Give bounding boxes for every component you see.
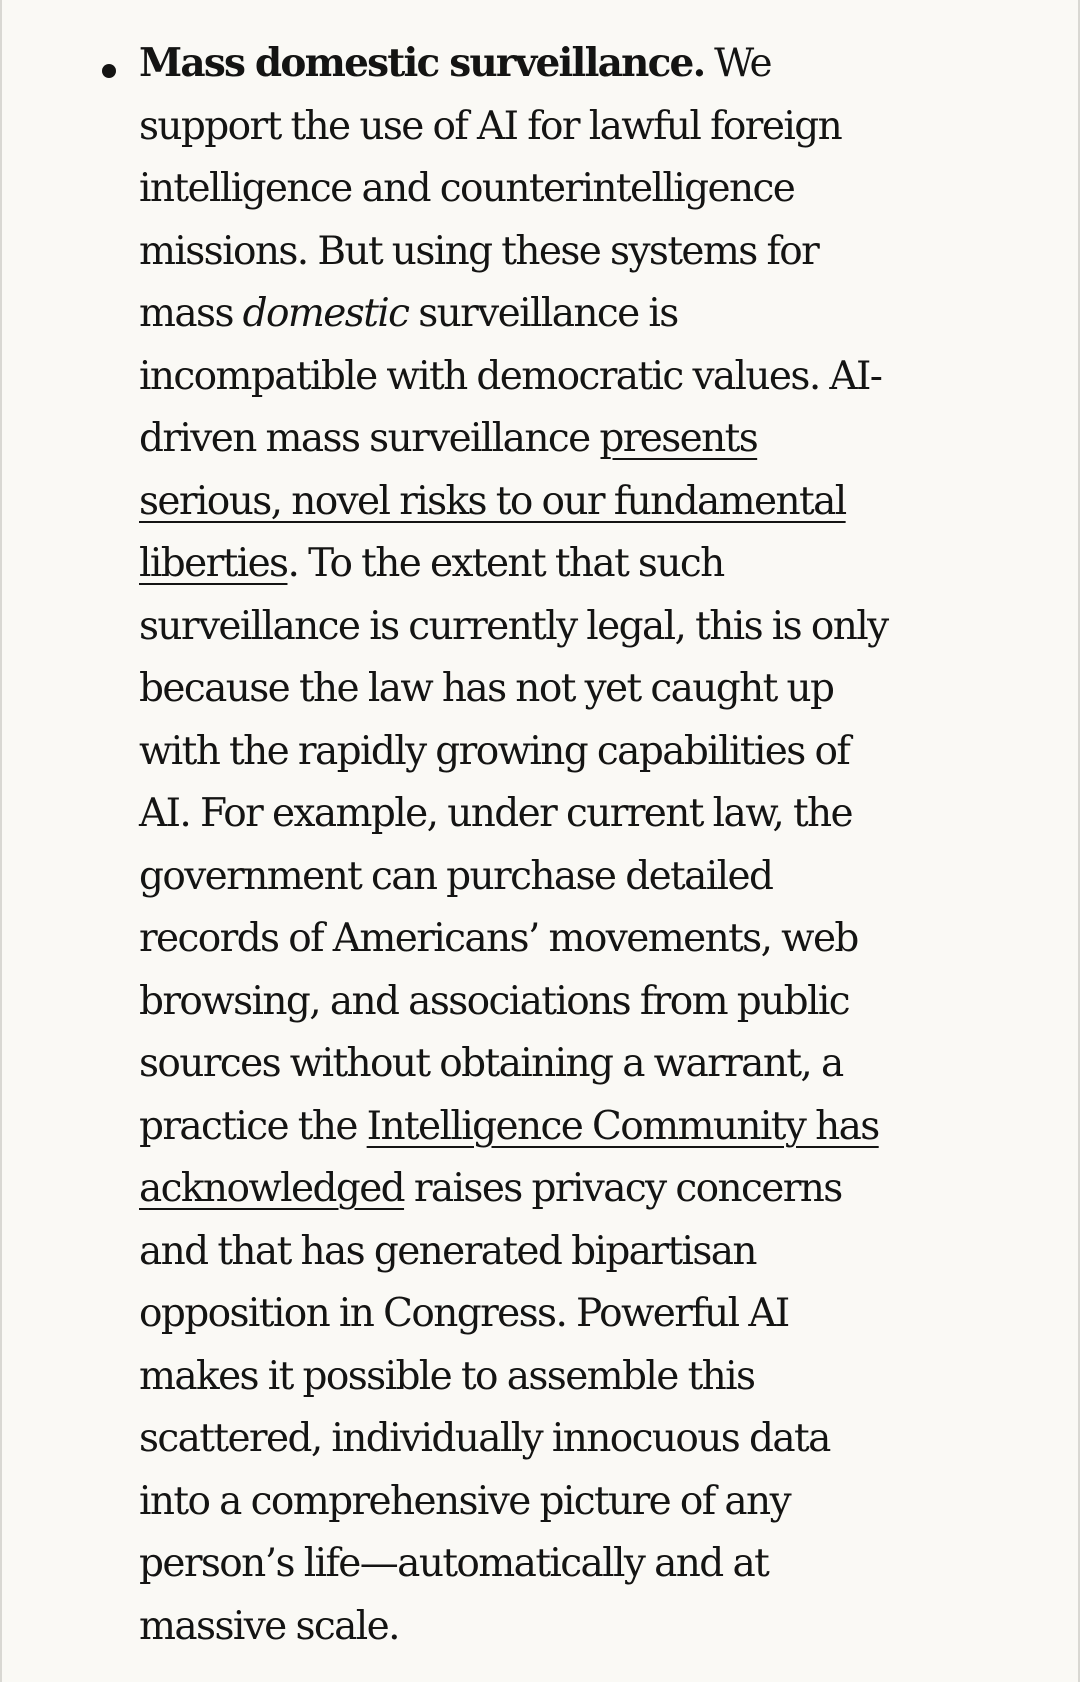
text-line xyxy=(139,1408,1003,1471)
body-text: We xyxy=(704,41,771,86)
emphasis-text: domestic xyxy=(242,291,409,336)
body-text: because the law has not yet caught up xyxy=(139,666,834,711)
inline-link-2[interactable]: acknowledged xyxy=(139,1166,405,1211)
body-text: practice the xyxy=(139,1103,367,1149)
text-line xyxy=(139,1158,1003,1221)
body-text: support the use of AI for lawful foreign xyxy=(139,103,842,149)
body-text: missions. But using these systems for xyxy=(139,228,819,274)
bullet-paragraph xyxy=(139,32,1003,1658)
body-text: mass xyxy=(139,291,243,336)
body-text: records of Americans’ movements, web xyxy=(139,916,858,961)
text-line xyxy=(139,783,1003,846)
inline-link-1[interactable]: liberties xyxy=(139,541,288,586)
text-line xyxy=(139,908,1003,971)
text-line xyxy=(139,721,1003,784)
list-item xyxy=(0,32,1003,1658)
text-line xyxy=(139,158,1003,221)
body-text: into a comprehensive picture of any xyxy=(139,1478,790,1524)
text-line xyxy=(139,596,1003,659)
body-text: browsing, and associations from public xyxy=(139,978,850,1024)
text-line xyxy=(139,221,1003,284)
body-text: sources without obtaining a warrant, a xyxy=(139,1041,843,1086)
text-line xyxy=(139,96,1003,159)
body-text: surveillance is currently legal, this is only xyxy=(139,603,888,649)
text-line xyxy=(139,346,1003,409)
body-text: . To the extent that such xyxy=(287,541,724,586)
inline-link-2[interactable]: Intelligence Community has xyxy=(366,1103,879,1149)
body-text: person’s life—automatically and at xyxy=(139,1541,769,1586)
inline-link-1[interactable]: presents xyxy=(599,416,758,461)
text-line xyxy=(139,408,1003,471)
text-line xyxy=(139,283,1003,346)
body-text: scattered, individually innocuous data xyxy=(139,1416,830,1461)
body-text: with the rapidly growing capabilities of xyxy=(139,728,850,774)
bullet-list xyxy=(0,32,1003,1658)
body-text: and that has generated bipartisan xyxy=(139,1228,756,1274)
body-text: opposition in Congress. Powerful AI xyxy=(139,1291,789,1336)
text-line xyxy=(139,533,1003,596)
text-line xyxy=(139,1096,1003,1159)
body-text: surveillance is xyxy=(408,291,678,336)
text-line xyxy=(139,471,1003,534)
text-line xyxy=(139,1346,1003,1409)
text-line xyxy=(139,1221,1003,1284)
body-text: massive scale. xyxy=(139,1603,399,1649)
text-line xyxy=(139,1533,1003,1596)
body-text: incompatible with democratic values. AI- xyxy=(139,353,882,399)
lead-heading: Mass domestic surveillance. xyxy=(139,40,705,86)
body-text: government can purchase detailed xyxy=(139,853,773,899)
body-text: AI. For example, under current law, the xyxy=(139,791,853,836)
inline-link-1[interactable]: serious, novel risks to our fundamental xyxy=(139,478,846,524)
bullet-dot-icon xyxy=(102,64,116,78)
text-line xyxy=(139,1283,1003,1346)
text-line xyxy=(139,32,1003,96)
body-text: driven mass surveillance xyxy=(139,416,600,461)
text-line xyxy=(139,658,1003,721)
body-text: raises privacy concerns xyxy=(404,1166,842,1211)
text-line xyxy=(139,971,1003,1034)
body-text: makes it possible to assemble this xyxy=(139,1353,755,1399)
text-line xyxy=(139,1471,1003,1534)
body-text: intelligence and counterintelligence xyxy=(139,166,795,211)
text-line xyxy=(139,846,1003,909)
text-line xyxy=(139,1033,1003,1096)
text-line xyxy=(139,1596,1003,1659)
